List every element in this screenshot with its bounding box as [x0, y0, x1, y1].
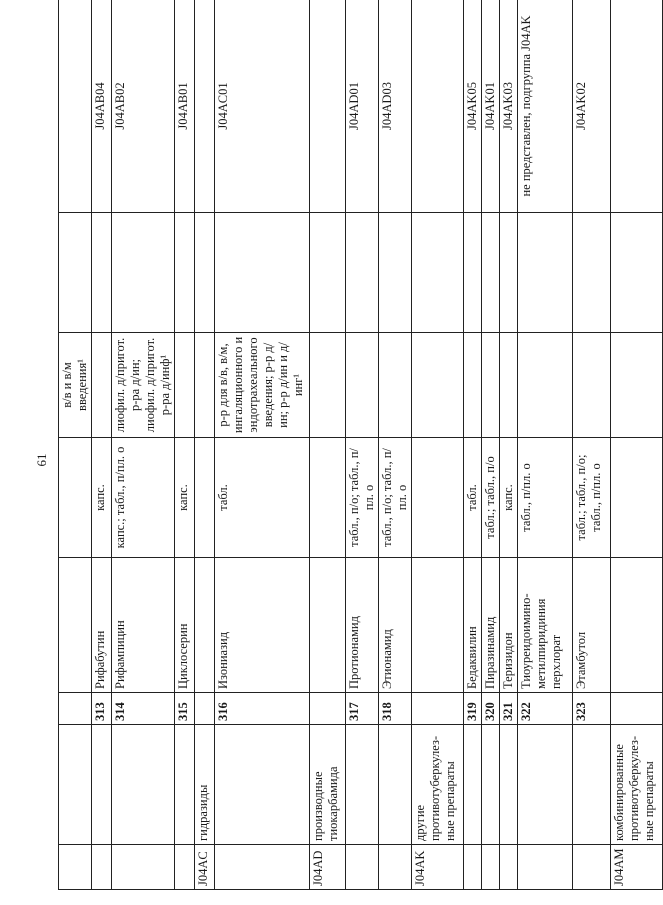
- table-row: [195, 0, 215, 890]
- cell-extra: [412, 213, 464, 333]
- cell-num: [310, 693, 346, 725]
- cell-forms: [195, 438, 215, 558]
- table-row: [611, 0, 663, 890]
- cell-name: [412, 558, 464, 693]
- cell-code: [611, 0, 663, 213]
- cell-atc: [464, 845, 482, 890]
- cell-num: 323: [573, 693, 611, 725]
- table-row: [464, 0, 482, 890]
- cell-num: 316: [215, 693, 310, 725]
- cell-group: [464, 725, 482, 845]
- cell-num: 317: [346, 693, 379, 725]
- cell-notes: в/в и в/м введения¹: [59, 333, 92, 438]
- cell-extra: [59, 213, 92, 333]
- cell-atc: [518, 845, 573, 890]
- cell-group: [482, 725, 500, 845]
- cell-extra: [573, 213, 611, 333]
- table-row: [59, 0, 92, 890]
- table-row: [175, 0, 195, 890]
- cell-code: [412, 0, 464, 213]
- cell-notes: [346, 333, 379, 438]
- cell-num: [611, 693, 663, 725]
- cell-name: Протионамид: [346, 558, 379, 693]
- cell-group: [175, 725, 195, 845]
- cell-group: [379, 725, 412, 845]
- cell-forms: табл., п/о; табл., п/пл. о: [379, 438, 412, 558]
- cell-notes: [379, 333, 412, 438]
- table-row: [346, 0, 379, 890]
- cell-code: J04AD03: [379, 0, 412, 213]
- cell-extra: [310, 213, 346, 333]
- cell-atc: [482, 845, 500, 890]
- cell-name: Теризидон: [500, 558, 518, 693]
- cell-num: 313: [92, 693, 112, 725]
- cell-name: Пиразинамид: [482, 558, 500, 693]
- cell-extra: [464, 213, 482, 333]
- cell-code: J04AB01: [175, 0, 195, 213]
- cell-extra: [482, 213, 500, 333]
- cell-atc: [379, 845, 412, 890]
- cell-extra: [215, 213, 310, 333]
- cell-num: 319: [464, 693, 482, 725]
- cell-group: [112, 725, 175, 845]
- cell-atc: J04AC: [195, 845, 215, 890]
- cell-forms: капс.; табл., п/пл. о: [112, 438, 175, 558]
- cell-notes: [464, 333, 482, 438]
- cell-group: комбинированные противотуберкулез-ные препараты: [611, 725, 663, 845]
- table-row: [573, 0, 611, 890]
- cell-notes: [412, 333, 464, 438]
- cell-group: другие противотуберкулез-ные препараты: [412, 725, 464, 845]
- cell-code: J04AK05: [464, 0, 482, 213]
- cell-extra: [611, 213, 663, 333]
- cell-forms: [59, 438, 92, 558]
- cell-num: [412, 693, 464, 725]
- cell-name: Изониазид: [215, 558, 310, 693]
- cell-extra: [346, 213, 379, 333]
- cell-atc: [500, 845, 518, 890]
- cell-forms: [412, 438, 464, 558]
- cell-atc: J04AD: [310, 845, 346, 890]
- cell-group: [518, 725, 573, 845]
- cell-group: гидразиды: [195, 725, 215, 845]
- cell-extra: [112, 213, 175, 333]
- table-row: [482, 0, 500, 890]
- page-number: 61: [34, 453, 49, 467]
- cell-num: 314: [112, 693, 175, 725]
- cell-forms: табл.: [215, 438, 310, 558]
- cell-name: Рифабутин: [92, 558, 112, 693]
- cell-name: Бедаквилин: [464, 558, 482, 693]
- cell-extra: [175, 213, 195, 333]
- table-row: [412, 0, 464, 890]
- cell-num: 322: [518, 693, 573, 725]
- cell-notes: [92, 333, 112, 438]
- cell-group: [346, 725, 379, 845]
- cell-group: [59, 725, 92, 845]
- cell-atc: J04AK: [412, 845, 464, 890]
- cell-atc: [92, 845, 112, 890]
- cell-forms: капс.: [92, 438, 112, 558]
- cell-notes: лиофил. д/пригот. р-ра д/ин; лиофил. д/пригот. р-ра д/инф¹: [112, 333, 175, 438]
- cell-num: 315: [175, 693, 195, 725]
- cell-forms: капс.: [500, 438, 518, 558]
- cell-notes: [195, 333, 215, 438]
- table-row: [92, 0, 112, 890]
- cell-num: 318: [379, 693, 412, 725]
- table-row: [310, 0, 346, 890]
- cell-forms: капс.: [175, 438, 195, 558]
- cell-forms: [611, 438, 663, 558]
- cell-code: [59, 0, 92, 213]
- table-row: [379, 0, 412, 890]
- cell-notes: [611, 333, 663, 438]
- cell-notes: [482, 333, 500, 438]
- cell-group: [215, 725, 310, 845]
- cell-code: J04AK01: [482, 0, 500, 213]
- cell-group: [92, 725, 112, 845]
- cell-forms: табл.; табл., п/о: [482, 438, 500, 558]
- cell-extra: [379, 213, 412, 333]
- cell-group: производные тиокарбамида: [310, 725, 346, 845]
- cell-num: 320: [482, 693, 500, 725]
- cell-notes: [518, 333, 573, 438]
- table-row: [518, 0, 573, 890]
- cell-atc: J04AM: [611, 845, 663, 890]
- cell-group: [573, 725, 611, 845]
- cell-atc: [215, 845, 310, 890]
- cell-atc: [346, 845, 379, 890]
- cell-name: Этионамид: [379, 558, 412, 693]
- cell-atc: [573, 845, 611, 890]
- cell-name: Этамбутол: [573, 558, 611, 693]
- cell-code: [310, 0, 346, 213]
- table-body: [59, 0, 663, 890]
- cell-forms: табл.; табл., п/о; табл., п/пл. о: [573, 438, 611, 558]
- cell-extra: [195, 213, 215, 333]
- rotated-table-container: [58, 0, 656, 890]
- cell-forms: [310, 438, 346, 558]
- cell-atc: [175, 845, 195, 890]
- cell-extra: [500, 213, 518, 333]
- cell-code: J04AB02: [112, 0, 175, 213]
- cell-extra: [92, 213, 112, 333]
- cell-extra: [518, 213, 573, 333]
- cell-code: J04AK02: [573, 0, 611, 213]
- cell-notes: [310, 333, 346, 438]
- cell-atc: [112, 845, 175, 890]
- cell-name: Рифампицин: [112, 558, 175, 693]
- cell-notes: [500, 333, 518, 438]
- cell-name: [195, 558, 215, 693]
- cell-code: [195, 0, 215, 213]
- cell-notes: [175, 333, 195, 438]
- cell-code: J04AC01: [215, 0, 310, 213]
- cell-atc: [59, 845, 92, 890]
- cell-forms: табл., п/пл. о: [518, 438, 573, 558]
- cell-forms: табл., п/о; табл., п/пл. о: [346, 438, 379, 558]
- cell-code: J04AD01: [346, 0, 379, 213]
- cell-num: [59, 693, 92, 725]
- cell-name: Тиоуреидоимино-метилпиридиния перхлорат: [518, 558, 573, 693]
- cell-code: не представлен, подгруппа J04AK: [518, 0, 573, 213]
- cell-name: [59, 558, 92, 693]
- cell-notes: р-р для в/в, в/м, ингаляционного и эндотрахеального введения; р-р д/ин; р-р д/ин и д/инг¹: [215, 333, 310, 438]
- cell-code: J04AK03: [500, 0, 518, 213]
- cell-num: 321: [500, 693, 518, 725]
- drug-table: [58, 0, 663, 890]
- cell-num: [195, 693, 215, 725]
- cell-group: [500, 725, 518, 845]
- cell-code: J04AB04: [92, 0, 112, 213]
- cell-forms: табл.: [464, 438, 482, 558]
- table-row: [112, 0, 175, 890]
- cell-name: [611, 558, 663, 693]
- cell-name: Циклосерин: [175, 558, 195, 693]
- cell-name: [310, 558, 346, 693]
- table-row: [500, 0, 518, 890]
- table-row: [215, 0, 310, 890]
- cell-notes: [573, 333, 611, 438]
